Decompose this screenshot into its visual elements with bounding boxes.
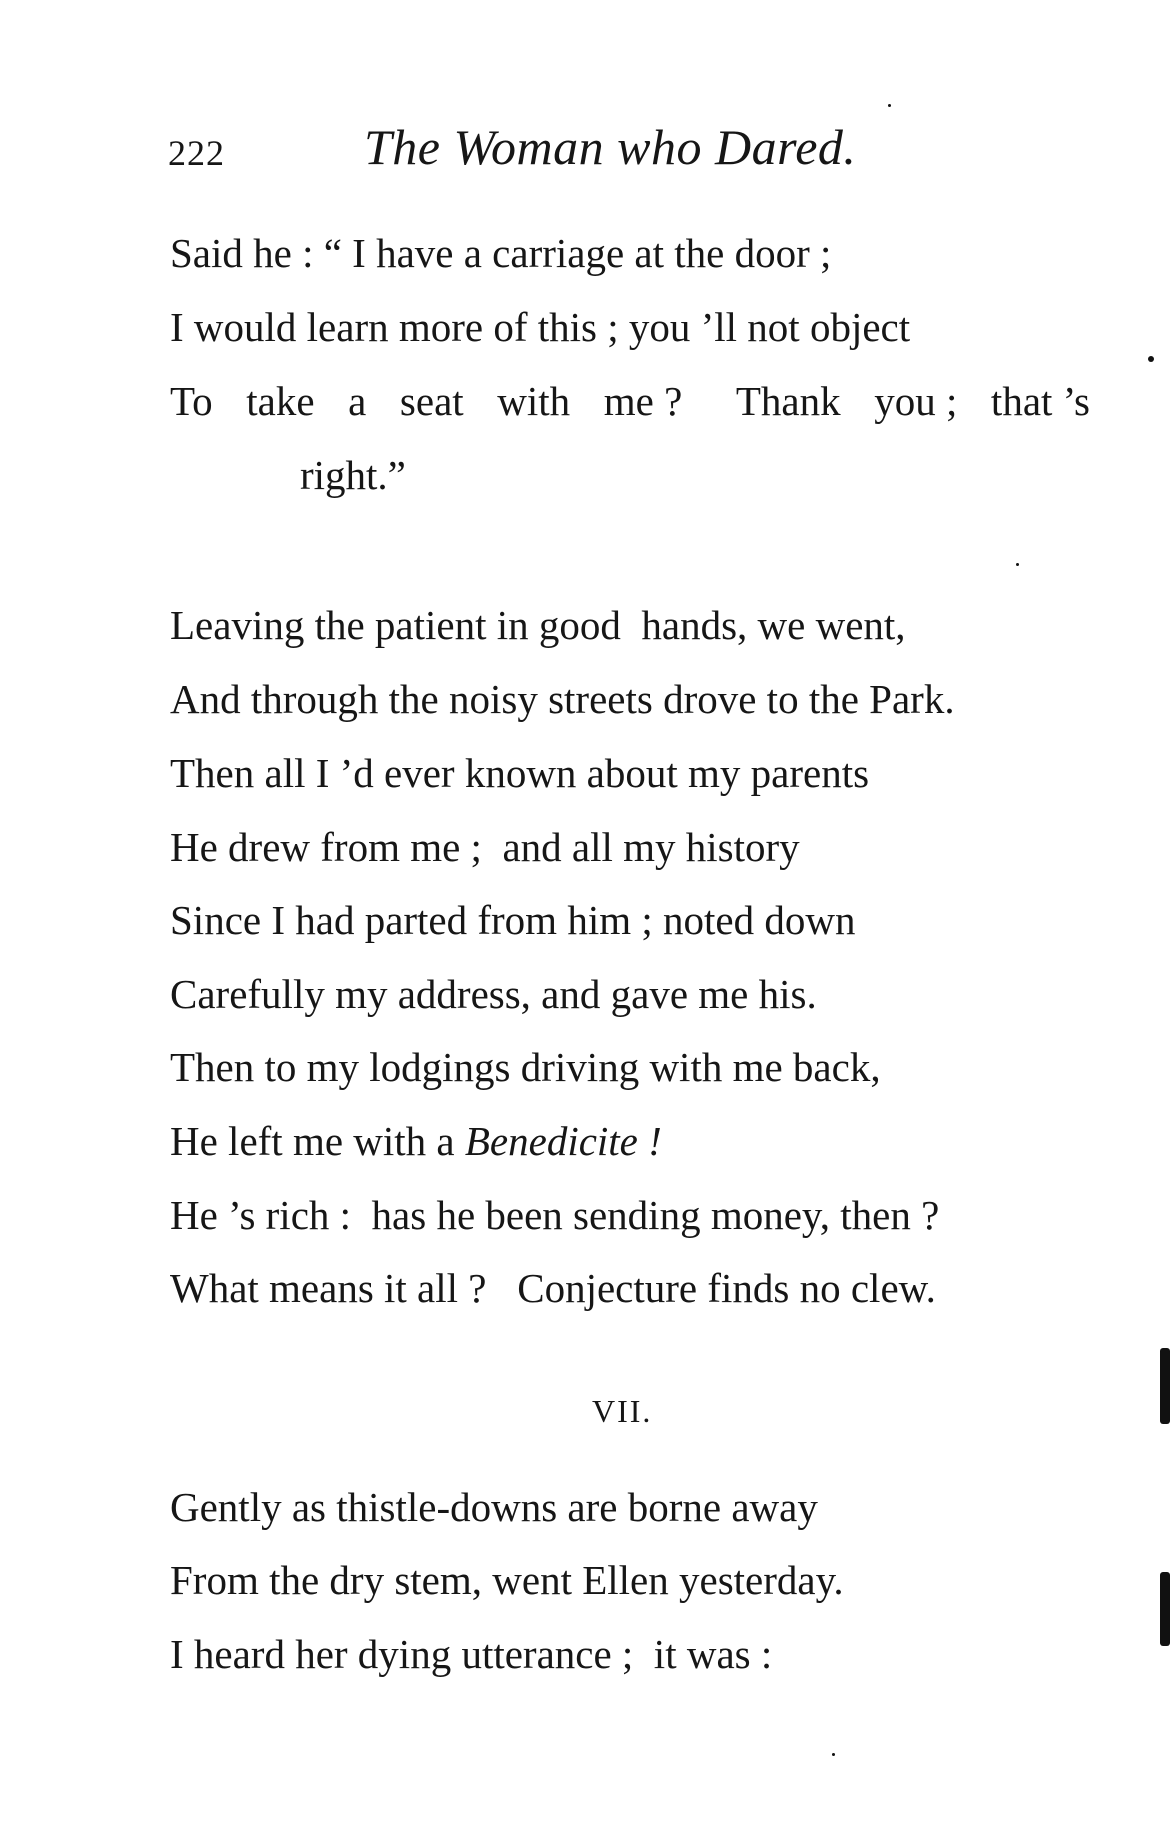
verse-line: I heard her dying utterance ; it was : (170, 1631, 773, 1677)
page-edge-mark (1160, 1348, 1170, 1424)
running-head (168, 118, 948, 178)
verse-line: Carefully my address, and gave me his. (170, 971, 817, 1017)
section-numeral: VII. (592, 1393, 653, 1429)
verse-line: I would learn more of this ; you ’ll not object (170, 304, 911, 350)
verse-word: take (246, 378, 315, 424)
verse-line: Then all I ’d ever known about my parents (170, 750, 870, 796)
scan-speck (832, 1753, 835, 1756)
verse-word: you ; (874, 378, 958, 424)
verse-line: Gently as thistle-downs are borne away (170, 1484, 818, 1530)
verse-text: He left me with a (170, 1118, 465, 1164)
italic-benedicite: Benedicite ! (464, 1118, 662, 1164)
page-number: 222 (168, 133, 225, 173)
verse-word: that ’s (990, 378, 1090, 424)
verse-line: And through the noisy streets drove to the Park. (170, 676, 955, 722)
verse-word: with (497, 378, 571, 424)
verse-line: Said he : “ I have a carriage at the door ; (170, 230, 832, 276)
running-title: The Woman who Dared. (364, 119, 857, 175)
scan-speck (888, 104, 891, 107)
verse-word: me ? (603, 378, 683, 424)
verse-line (170, 1116, 662, 1166)
verse-line-justified (170, 376, 1090, 426)
verse-line: He drew from me ; and all my history (170, 824, 800, 870)
verse-word: To (170, 378, 213, 424)
verse-line: Leaving the patient in good hands, we went, (170, 602, 906, 648)
verse-line-turnover: right.” (300, 452, 406, 498)
scan-speck (1148, 356, 1154, 362)
page-edge-mark (1160, 1572, 1170, 1646)
verse-line: He ’s rich : has he been sending money, then ? (170, 1192, 940, 1238)
verse-line: Then to my lodgings driving with me back, (170, 1044, 881, 1090)
verse-word: Thank (735, 378, 841, 424)
verse-word: seat (399, 378, 464, 424)
verse-line: From the dry stem, went Ellen yesterday. (170, 1557, 844, 1603)
scan-speck (1016, 563, 1019, 566)
verse-line: What means it all ? Conjecture finds no clew. (170, 1265, 936, 1311)
verse-word: a (348, 378, 367, 424)
verse-line: Since I had parted from him ; noted down (170, 897, 856, 943)
